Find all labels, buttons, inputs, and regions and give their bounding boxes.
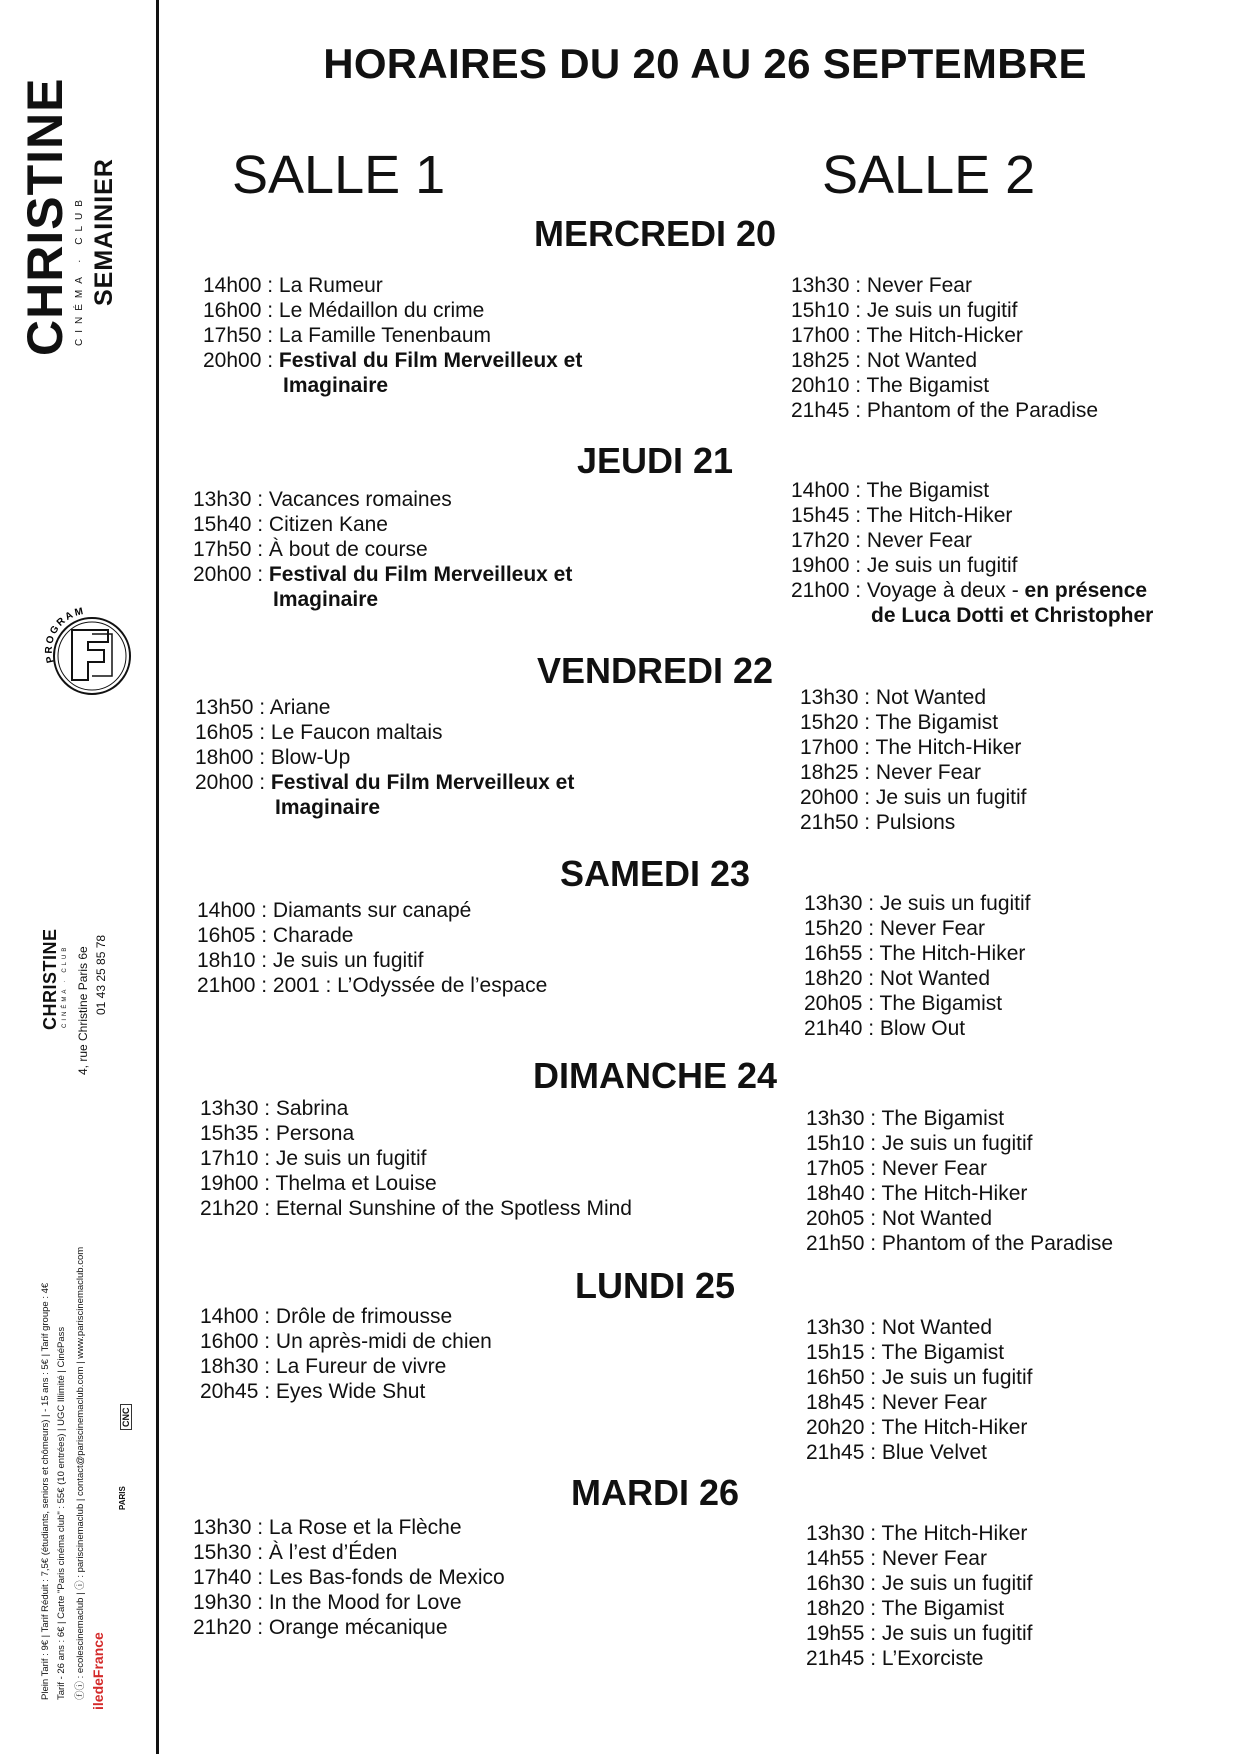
showtime-item: 18h25 : Not Wanted xyxy=(791,349,978,372)
showtimes-salle1 xyxy=(193,1515,505,1640)
showtime-time: 20h10 xyxy=(791,374,850,397)
film-title: La Famille Tenenbaum xyxy=(278,324,491,347)
film-title: Je suis un fugitif xyxy=(875,786,1027,809)
day-heading: VENDREDI 22 xyxy=(536,650,774,691)
film-title: Not Wanted xyxy=(879,967,991,990)
showtime-time: 16h30 xyxy=(806,1572,865,1595)
pricing-info-block xyxy=(40,1030,160,1710)
showtime-item: 17h00 : The Hitch-Hicker xyxy=(791,324,1023,347)
showtime-time: 14h00 xyxy=(203,274,262,297)
film-title: The Hitch-Hiker xyxy=(879,942,1026,965)
film-title: Pulsions xyxy=(875,811,956,834)
showtime-item: 19h00 : Je suis un fugitif xyxy=(791,554,1018,577)
showtimes-salle1 xyxy=(195,695,574,820)
film-title: Je suis un fugitif xyxy=(272,949,424,972)
film-title: Never Fear xyxy=(866,529,972,552)
showtimes-salle2 xyxy=(791,478,1153,628)
showtime-item: 16h55 : The Hitch-Hiker xyxy=(804,942,1026,965)
showtime-time: 21h50 xyxy=(800,811,859,834)
film-title: The Bigamist xyxy=(866,479,990,502)
showtime-item: 20h00 : Je suis un fugitif xyxy=(800,786,1027,809)
film-title-continued: de Luca Dotti et Christopher xyxy=(871,604,1154,627)
film-title: Eyes Wide Shut xyxy=(275,1380,426,1403)
showtime-time: 15h35 xyxy=(200,1122,259,1145)
film-title: Not Wanted xyxy=(881,1316,993,1339)
showtime-time: 20h45 xyxy=(200,1380,259,1403)
day-heading: MARDI 26 xyxy=(570,1472,740,1513)
showtimes-salle2 xyxy=(806,1106,1113,1256)
day-heading: MERCREDI 20 xyxy=(533,213,777,254)
showtime-item: 20h05 : Not Wanted xyxy=(806,1207,993,1230)
showtimes-salle1 xyxy=(197,898,547,998)
film-note: en présence xyxy=(1024,579,1148,602)
address-brand-sub: CINÉMA · CLUB xyxy=(62,944,68,1028)
film-title: La Rumeur xyxy=(278,274,383,297)
showtime-time: 18h40 xyxy=(806,1182,865,1205)
pricing-line-2: Tarif - 26 ans : 6€ | Carte "Paris cinéma club" : 55€ (10 entrées) | UGC Illimité | CinéPass xyxy=(56,1326,67,1700)
room-heading-salle-1: SALLE 1 xyxy=(232,145,446,205)
day-heading: LUNDI 25 xyxy=(574,1265,736,1306)
showtime-time: 16h05 xyxy=(195,721,254,744)
film-title: In the Mood for Love xyxy=(268,1591,462,1614)
showtime-time: 13h30 xyxy=(806,1107,865,1130)
film-title: Blow Out xyxy=(879,1017,966,1040)
film-title: Je suis un fugitif xyxy=(879,892,1031,915)
film-title: Not Wanted xyxy=(875,686,987,709)
showtime-time: 15h20 xyxy=(804,917,863,940)
showtime-item: 18h45 : Never Fear xyxy=(806,1391,987,1414)
film-title-continued: Imaginaire xyxy=(275,796,381,819)
film-title: Thelma et Louise xyxy=(275,1172,437,1195)
showtime-item: 20h00 : Festival du Film Merveilleux et Imaginaire xyxy=(203,349,583,397)
showtime-time: 18h25 xyxy=(800,761,859,784)
film-title: The Hitch-Hiker xyxy=(881,1416,1028,1439)
paris-logo: PARIS xyxy=(118,1486,127,1510)
showtime-item: 20h45 : Eyes Wide Shut xyxy=(200,1380,426,1403)
film-title: The Bigamist xyxy=(881,1107,1005,1130)
showtimes-salle2 xyxy=(806,1521,1033,1671)
film-title: Blow-Up xyxy=(270,746,351,769)
showtimes-salle1 xyxy=(200,1304,492,1404)
phone-number: 01 43 25 85 78 xyxy=(94,934,108,1015)
showtime-item: 15h20 : Never Fear xyxy=(804,917,985,940)
showtime-item: 17h10 : Je suis un fugitif xyxy=(200,1147,427,1170)
cnc-logo: CNC xyxy=(120,1405,132,1431)
brand-block xyxy=(17,77,140,366)
showtime-item: 13h30 : Sabrina xyxy=(200,1097,349,1120)
film-title: The Bigamist xyxy=(879,992,1003,1015)
showtime-item: 13h30 : Vacances romaines xyxy=(193,488,452,511)
showtime-time: 18h00 xyxy=(195,746,254,769)
film-title: Eternal Sunshine of the Spotless Mind xyxy=(275,1197,632,1220)
showtime-item: 14h00 : Drôle de frimousse xyxy=(200,1305,453,1328)
film-title: The Bigamist xyxy=(875,711,999,734)
brand-tagline: SEMAINIER xyxy=(90,158,118,306)
film-title: The Bigamist xyxy=(881,1341,1005,1364)
film-title: The Bigamist xyxy=(881,1597,1005,1620)
film-title: The Hitch-Hiker xyxy=(881,1522,1028,1545)
showtime-item: 20h10 : The Bigamist xyxy=(791,374,990,397)
brand-subtitle: CINÉMA · CLUB xyxy=(74,194,85,346)
showtime-time: 13h30 xyxy=(791,274,850,297)
showtime-time: 20h00 xyxy=(800,786,859,809)
showtime-time: 15h15 xyxy=(806,1341,865,1364)
showtime-time: 14h55 xyxy=(806,1547,865,1570)
showtime-item: 13h30 : Not Wanted xyxy=(800,686,987,709)
film-title: The Bigamist xyxy=(866,374,990,397)
showtime-time: 20h00 xyxy=(193,563,252,586)
film-title: La Rose et la Flèche xyxy=(268,1516,462,1539)
showtime-time: 20h00 xyxy=(195,771,254,794)
showtime-item: 17h00 : The Hitch-Hiker xyxy=(800,736,1022,759)
showtime-item: 16h30 : Je suis un fugitif xyxy=(806,1572,1033,1595)
social-contact-line[interactable]: ⓕⓘ : ecolescinemaclub | ⓘ : pariscinemaclub | contact@pariscinemaclub.com | www.pariscinemaclub.com xyxy=(75,1246,86,1700)
showtimes-salle1 xyxy=(200,1096,632,1221)
film-title: Vacances romaines xyxy=(268,488,452,511)
showtime-time: 14h00 xyxy=(200,1305,259,1328)
day-heading: DIMANCHE 24 xyxy=(532,1055,778,1096)
showtime-item: 17h05 : Never Fear xyxy=(806,1157,987,1180)
film-title: Le Faucon maltais xyxy=(270,721,443,744)
showtime-item: 19h55 : Je suis un fugitif xyxy=(806,1622,1033,1645)
showtime-time: 21h00 xyxy=(791,579,850,602)
showtime-item: 18h40 : The Hitch-Hiker xyxy=(806,1182,1028,1205)
showtime-item: 21h50 : Phantom of the Paradise xyxy=(806,1232,1114,1255)
programme-stamp-logo xyxy=(36,600,136,700)
film-title: The Hitch-Hicker xyxy=(866,324,1023,347)
film-title: Phantom of the Paradise xyxy=(866,399,1099,422)
showtime-time: 19h30 xyxy=(193,1591,252,1614)
brand-name: CHRISTINE xyxy=(17,77,73,356)
film-title: Le Médaillon du crime xyxy=(278,299,485,322)
room-heading-salle-2: SALLE 2 xyxy=(822,145,1036,205)
showtime-time: 21h20 xyxy=(193,1616,252,1639)
page-title: HORAIRES DU 20 AU 26 SEPTEMBRE xyxy=(323,40,1087,87)
film-title: Charade xyxy=(272,924,354,947)
film-title: The Hitch-Hiker xyxy=(866,504,1013,527)
showtime-time: 16h05 xyxy=(197,924,256,947)
film-title: Diamants sur canapé xyxy=(272,899,472,922)
film-title: Citizen Kane xyxy=(268,513,388,536)
film-title: Never Fear xyxy=(875,761,981,784)
showtime-time: 20h05 xyxy=(804,992,863,1015)
showtime-time: 20h00 xyxy=(203,349,262,372)
showtime-item: 16h00 : Le Médaillon du crime xyxy=(203,299,485,322)
showtime-item: 21h20 : Orange mécanique xyxy=(193,1616,448,1639)
stamp-text: PROGRAM xyxy=(43,605,87,664)
showtime-item: 21h45 : Blue Velvet xyxy=(806,1441,987,1464)
showtime-item: 20h20 : The Hitch-Hiker xyxy=(806,1416,1028,1439)
address-brand: CHRISTINE xyxy=(40,928,60,1030)
showtime-item: 13h30 : Never Fear xyxy=(791,274,972,297)
showtime-item: 15h15 : The Bigamist xyxy=(806,1341,1005,1364)
film-title: Never Fear xyxy=(881,1547,987,1570)
showtime-time: 18h20 xyxy=(804,967,863,990)
film-title: Not Wanted xyxy=(866,349,978,372)
showtime-item: 20h00 : Festival du Film Merveilleux et Imaginaire xyxy=(195,771,575,819)
showtime-time: 21h20 xyxy=(200,1197,259,1220)
showtime-item: 19h00 : Thelma et Louise xyxy=(200,1172,437,1195)
film-title: Un après-midi de chien xyxy=(275,1330,492,1353)
showtime-item: 16h50 : Je suis un fugitif xyxy=(806,1366,1033,1389)
film-title: The Hitch-Hiker xyxy=(875,736,1022,759)
film-title: Never Fear xyxy=(881,1391,987,1414)
showtime-time: 13h30 xyxy=(806,1316,865,1339)
showtime-time: 17h50 xyxy=(203,324,262,347)
showtimes-salle2 xyxy=(800,685,1027,835)
showtime-time: 17h00 xyxy=(800,736,859,759)
showtime-item: 15h10 : Je suis un fugitif xyxy=(791,299,1018,322)
showtime-time: 13h50 xyxy=(195,696,254,719)
showtime-time: 21h50 xyxy=(806,1232,865,1255)
film-title: À bout de course xyxy=(268,538,428,561)
showtime-item: 13h30 : The Bigamist xyxy=(806,1107,1005,1130)
showtime-item: 14h00 : Diamants sur canapé xyxy=(197,899,472,922)
showtime-item: 15h40 : Citizen Kane xyxy=(193,513,388,536)
showtime-item: 21h00 : Voyage à deux - en présence de Luca Dotti et Christopher xyxy=(791,579,1154,627)
showtime-time: 21h45 xyxy=(806,1647,865,1670)
showtime-time: 14h00 xyxy=(197,899,256,922)
showtime-item: 13h30 : The Hitch-Hiker xyxy=(806,1522,1028,1545)
showtime-item: 21h50 : Pulsions xyxy=(800,811,956,834)
showtime-item: 13h30 : Je suis un fugitif xyxy=(804,892,1031,915)
film-title-continued: Imaginaire xyxy=(273,588,379,611)
showtime-item: 18h25 : Never Fear xyxy=(800,761,981,784)
showtime-time: 15h30 xyxy=(193,1541,252,1564)
showtime-time: 16h50 xyxy=(806,1366,865,1389)
showtime-item: 17h50 : À bout de course xyxy=(193,538,428,561)
showtime-time: 18h25 xyxy=(791,349,850,372)
film-title: Les Bas-fonds de Mexico xyxy=(268,1566,505,1589)
showtime-item: 17h40 : Les Bas-fonds de Mexico xyxy=(193,1566,505,1589)
showtime-item: 17h20 : Never Fear xyxy=(791,529,972,552)
day-heading: SAMEDI 23 xyxy=(559,853,751,894)
showtime-item: 21h40 : Blow Out xyxy=(804,1017,966,1040)
showtime-time: 14h00 xyxy=(791,479,850,502)
showtime-item: 14h55 : Never Fear xyxy=(806,1547,987,1570)
showtime-time: 16h00 xyxy=(200,1330,259,1353)
film-title: Ariane xyxy=(269,696,331,719)
showtime-item: 15h10 : Je suis un fugitif xyxy=(806,1132,1033,1155)
showtime-item: 21h00 : 2001 : L’Odyssée de l’espace xyxy=(197,974,548,997)
showtime-item: 21h20 : Eternal Sunshine of the Spotless Mind xyxy=(200,1197,632,1220)
film-title: La Fureur de vivre xyxy=(275,1355,447,1378)
showtime-time: 18h30 xyxy=(200,1355,259,1378)
film-title: Voyage à deux - xyxy=(866,579,1025,602)
showtime-time: 18h45 xyxy=(806,1391,865,1414)
showtime-time: 15h45 xyxy=(791,504,850,527)
showtime-time: 13h30 xyxy=(800,686,859,709)
film-title: 2001 : L’Odyssée de l’espace xyxy=(272,974,548,997)
showtimes-salle1 xyxy=(193,487,572,612)
film-title: Sabrina xyxy=(275,1097,349,1120)
showtime-time: 17h10 xyxy=(200,1147,259,1170)
showtime-time: 18h20 xyxy=(806,1597,865,1620)
film-title: Persona xyxy=(275,1122,355,1145)
showtime-item: 16h00 : Un après-midi de chien xyxy=(200,1330,492,1353)
showtime-time: 18h10 xyxy=(197,949,256,972)
film-title: Not Wanted xyxy=(881,1207,993,1230)
showtime-item: 14h00 : The Bigamist xyxy=(791,479,990,502)
showtime-time: 15h10 xyxy=(791,299,850,322)
pricing-line-1: Plein Tarif : 9€ | Tarif Réduit : 7,5€ (étudiants, seniors et chômeurs) | - 15 ans : 5€ | Tarif groupe : 4€ xyxy=(40,1282,51,1700)
showtime-item: 18h20 : The Bigamist xyxy=(806,1597,1005,1620)
showtime-time: 21h45 xyxy=(806,1441,865,1464)
showtime-item: 16h05 : Le Faucon maltais xyxy=(195,721,443,744)
showtime-item: 17h50 : La Famille Tenenbaum xyxy=(203,324,491,347)
film-title: Je suis un fugitif xyxy=(866,554,1018,577)
film-title: Phantom of the Paradise xyxy=(881,1232,1114,1255)
showtime-item: 15h20 : The Bigamist xyxy=(800,711,999,734)
film-title: Je suis un fugitif xyxy=(866,299,1018,322)
showtime-time: 19h00 xyxy=(791,554,850,577)
showtime-item: 13h50 : Ariane xyxy=(195,696,331,719)
film-title: Je suis un fugitif xyxy=(881,1366,1033,1389)
film-title: Blue Velvet xyxy=(881,1441,987,1464)
showtimes-salle1 xyxy=(203,273,582,398)
showtime-time: 21h00 xyxy=(197,974,256,997)
showtime-time: 19h00 xyxy=(200,1172,259,1195)
showtime-time: 13h30 xyxy=(193,1516,252,1539)
showtime-time: 17h20 xyxy=(791,529,850,552)
showtime-item: 21h45 : Phantom of the Paradise xyxy=(791,399,1099,422)
film-title-continued: Imaginaire xyxy=(283,374,389,397)
showtime-time: 21h40 xyxy=(804,1017,863,1040)
showtime-time: 15h10 xyxy=(806,1132,865,1155)
film-title: Je suis un fugitif xyxy=(881,1622,1033,1645)
film-title: Je suis un fugitif xyxy=(881,1132,1033,1155)
film-title: Never Fear xyxy=(879,917,985,940)
showtime-time: 13h30 xyxy=(200,1097,259,1120)
showtime-time: 20h20 xyxy=(806,1416,865,1439)
showtime-item: 14h00 : La Rumeur xyxy=(203,274,383,297)
showtime-time: 17h50 xyxy=(193,538,252,561)
film-title: Je suis un fugitif xyxy=(881,1572,1033,1595)
film-title: Festival du Film Merveilleux et xyxy=(270,771,575,794)
showtime-time: 13h30 xyxy=(804,892,863,915)
iledefrance-logo: iledeFrance xyxy=(90,1632,106,1710)
film-title: Orange mécanique xyxy=(268,1616,448,1639)
showtime-item: 16h05 : Charade xyxy=(197,924,354,947)
showtime-time: 13h30 xyxy=(806,1522,865,1545)
showtime-time: 16h55 xyxy=(804,942,863,965)
showtime-item: 15h30 : À l’est d’Éden xyxy=(193,1541,398,1564)
showtime-item: 13h30 : La Rose et la Flèche xyxy=(193,1516,462,1539)
film-title: Drôle de frimousse xyxy=(275,1305,453,1328)
film-title: Never Fear xyxy=(881,1157,987,1180)
showtime-time: 17h00 xyxy=(791,324,850,347)
showtime-item: 15h45 : The Hitch-Hiker xyxy=(791,504,1013,527)
showtime-time: 20h05 xyxy=(806,1207,865,1230)
showtime-item: 19h30 : In the Mood for Love xyxy=(193,1591,462,1614)
film-title: À l’est d’Éden xyxy=(268,1541,398,1564)
showtime-item: 18h20 : Not Wanted xyxy=(804,967,991,990)
film-title: Festival du Film Merveilleux et xyxy=(268,563,573,586)
showtime-item: 20h00 : Festival du Film Merveilleux et Imaginaire xyxy=(193,563,573,611)
day-heading: JEUDI 21 xyxy=(576,440,734,481)
film-title: Je suis un fugitif xyxy=(275,1147,427,1170)
showtime-item: 13h30 : Not Wanted xyxy=(806,1316,993,1339)
svg-text:PROGRAMME xyxy=(36,600,86,664)
showtime-item: 18h10 : Je suis un fugitif xyxy=(197,949,424,972)
showtime-item: 15h35 : Persona xyxy=(200,1122,355,1145)
showtime-item: 21h45 : L’Exorciste xyxy=(806,1647,984,1670)
film-title: L’Exorciste xyxy=(881,1647,984,1670)
showtime-time: 19h55 xyxy=(806,1622,865,1645)
showtimes-salle2 xyxy=(806,1315,1033,1465)
showtime-time: 17h05 xyxy=(806,1157,865,1180)
showtimes-salle2 xyxy=(791,273,1098,423)
film-title: The Hitch-Hiker xyxy=(881,1182,1028,1205)
showtime-time: 15h20 xyxy=(800,711,859,734)
showtime-time: 15h40 xyxy=(193,513,252,536)
film-title: Festival du Film Merveilleux et xyxy=(278,349,583,372)
showtime-time: 16h00 xyxy=(203,299,262,322)
showtime-time: 13h30 xyxy=(193,488,252,511)
film-title: Never Fear xyxy=(866,274,972,297)
showtime-item: 18h30 : La Fureur de vivre xyxy=(200,1355,447,1378)
showtime-item: 18h00 : Blow-Up xyxy=(195,746,351,769)
showtimes-salle2 xyxy=(804,891,1031,1041)
showtime-time: 17h40 xyxy=(193,1566,252,1589)
showtime-time: 21h45 xyxy=(791,399,850,422)
showtime-item: 20h05 : The Bigamist xyxy=(804,992,1003,1015)
address-line: 4, rue Christine Paris 6e xyxy=(76,946,90,1075)
